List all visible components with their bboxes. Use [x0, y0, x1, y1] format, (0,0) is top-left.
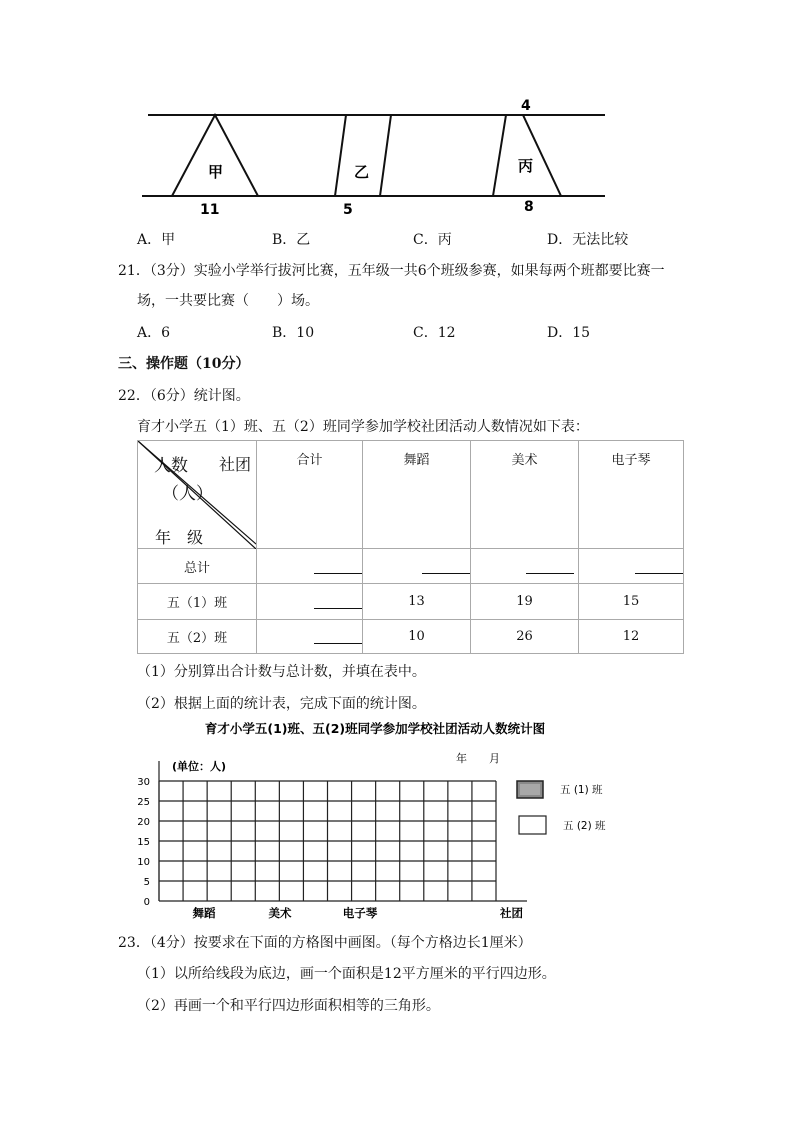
y-tick-label: 10	[137, 857, 150, 868]
x-category-label: 舞蹈	[192, 906, 216, 920]
parallelogram-yi	[335, 115, 391, 196]
q22-title: 22．（6分）统计图。	[118, 388, 250, 404]
cell-value: 19	[471, 584, 579, 620]
cell-blank[interactable]	[257, 620, 363, 654]
legend-label-class1: 五 (1) 班	[560, 784, 603, 796]
y-tick-label: 0	[143, 897, 150, 908]
cell-blank[interactable]	[257, 584, 363, 620]
q20-option-d: D．无法比较	[547, 232, 629, 248]
legend-label-class2: 五 (2) 班	[563, 820, 606, 832]
chart-title: 育才小学五(1)班、五(2)班同学参加学校社团活动人数统计图	[204, 721, 546, 736]
cell-blank[interactable]	[257, 549, 363, 584]
row-label-class2: 五（2）班	[138, 620, 257, 654]
q21-line1: 21．（3分）实验小学举行拔河比赛，五年级一共6个班级参赛，如果每两个班都要比赛一	[118, 263, 665, 279]
q21-option-c: C．12	[413, 325, 456, 341]
table-row	[138, 620, 684, 654]
x-category-label: 美术	[268, 906, 292, 920]
q22-sub1: （1）分别算出合计数与总计数，并填在表中。	[137, 664, 426, 680]
top-length-label: 4	[521, 98, 531, 114]
cell-blank[interactable]	[579, 549, 684, 584]
y-tick-label: 20	[137, 817, 150, 828]
trapezoid-bing	[493, 115, 561, 196]
row-label-class1: 五（1）班	[138, 584, 257, 620]
table-row	[138, 549, 684, 584]
header-keyboard: 电子琴	[579, 441, 684, 549]
corner-label-count: 人数	[154, 456, 188, 476]
y-tick-label: 30	[137, 777, 150, 788]
q20-option-c: C．丙	[413, 232, 452, 248]
q21-option-a: A．6	[137, 325, 171, 341]
cell-value: 13	[363, 584, 471, 620]
corner-label-unit: （人）	[162, 484, 213, 504]
stats-chart	[135, 717, 610, 922]
table-row	[138, 584, 684, 620]
stats-table	[137, 440, 684, 654]
header-art: 美术	[471, 441, 579, 549]
cell-blank[interactable]	[363, 549, 471, 584]
chart-grid	[159, 761, 527, 901]
x-category-label: 电子琴	[342, 906, 378, 920]
header-total: 合计	[257, 441, 363, 549]
corner-label-club: 社团	[219, 455, 252, 474]
shape-label-jia: 甲	[208, 163, 224, 181]
base-label-yi: 5	[343, 202, 353, 218]
chart-y-unit: (单位：人)	[172, 760, 227, 773]
q23-sub1: （1）以所给线段为底边，画一个面积是12平方厘米的平行四边形。	[137, 966, 556, 982]
cell-value: 15	[579, 584, 684, 620]
cell-value: 26	[471, 620, 579, 654]
header-dance: 舞蹈	[363, 441, 471, 549]
chart-x-label: 社团	[500, 906, 523, 920]
q23-sub2: （2）再画一个和平行四边形面积相等的三角形。	[137, 998, 440, 1014]
cell-value: 10	[363, 620, 471, 654]
row-label-total: 总计	[138, 549, 257, 584]
shapes-figure	[140, 95, 610, 220]
q20-option-b: B．乙	[272, 232, 311, 248]
q22-intro: 育才小学五（1）班、五（2）班同学参加学校社团活动人数情况如下表：	[137, 419, 589, 435]
y-tick-label: 15	[137, 837, 150, 848]
section-title: 三、操作题（10分）	[118, 356, 250, 372]
legend-swatch-inner	[520, 784, 540, 795]
q21-option-d: D．15	[547, 325, 591, 341]
table-corner-cell	[138, 441, 257, 549]
q23-title: 23．（4分）按要求在下面的方格图中画图。（每个方格边长1厘米）	[118, 935, 532, 951]
q22-sub2: （2）根据上面的统计表，完成下面的统计图。	[137, 696, 426, 712]
q21-line2: 场，一共要比赛（ ）场。	[137, 293, 319, 309]
y-tick-label: 5	[143, 877, 150, 888]
cell-value: 12	[579, 620, 684, 654]
shape-label-yi: 乙	[354, 163, 370, 181]
q21-option-b: B．10	[272, 325, 315, 341]
chart-date-label: 年 月	[456, 752, 500, 765]
q20-option-a: A．甲	[137, 232, 176, 248]
triangle-jia	[172, 115, 258, 196]
base-label-bing: 8	[524, 199, 534, 215]
corner-label-grade: 年 级	[155, 528, 204, 547]
legend-swatch-class2	[519, 816, 546, 834]
y-tick-label: 25	[137, 797, 150, 808]
base-label-jia: 11	[200, 202, 220, 218]
cell-blank[interactable]	[471, 549, 579, 584]
shape-label-bing: 丙	[518, 157, 534, 175]
